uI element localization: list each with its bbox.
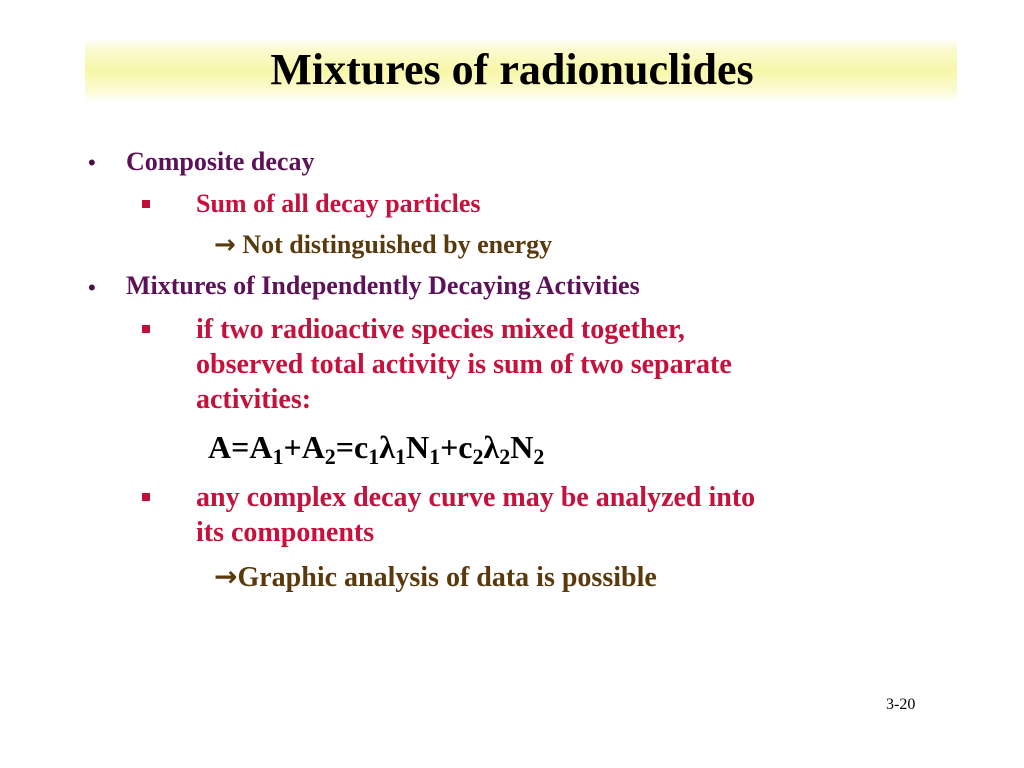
note-text: Graphic analysis of data is possible [237, 562, 657, 593]
formula-part: =c [335, 429, 369, 465]
bullet-dot-icon: • [88, 150, 96, 175]
text-line: activities: [196, 384, 312, 415]
slide-title: Mixtures of radionuclides [270, 45, 754, 94]
formula-subscript: 1 [272, 444, 284, 469]
lambda-symbol: λ [379, 429, 395, 465]
square-bullet-icon [142, 493, 150, 501]
arrow-right-icon: → [214, 230, 236, 260]
bullet-composite-decay: Composite decay [126, 147, 315, 176]
text-line: any complex decay curve may be analyzed into [196, 482, 756, 513]
activity-formula [208, 429, 545, 469]
formula-subscript: 2 [324, 444, 336, 469]
sub-bullet-complex-curve [196, 480, 755, 550]
formula-part: N [510, 429, 534, 465]
bullet-dot-icon: • [88, 275, 96, 300]
formula-subscript: 1 [429, 444, 441, 469]
text-line: if two radioactive species mixed together, [196, 314, 685, 345]
formula-subscript: 2 [499, 444, 511, 469]
sub-bullet-sum-particles: Sum of all decay particles [196, 189, 481, 218]
formula-subscript: 2 [472, 444, 484, 469]
sub-bullet-two-species [196, 312, 732, 417]
text-line: its components [196, 517, 375, 548]
formula-part: +A [283, 429, 325, 465]
lambda-symbol: λ [483, 429, 500, 465]
note-graphic-analysis [214, 560, 657, 594]
formula-part: +c [440, 429, 473, 465]
square-bullet-icon [142, 325, 150, 333]
formula-subscript: 1 [394, 444, 406, 469]
slide-number: 3-20 [886, 696, 916, 713]
formula-part: A=A [208, 429, 273, 465]
arrow-right-icon: → [214, 560, 238, 593]
formula-subscript: 2 [533, 444, 545, 469]
note-text: Not distinguished by energy [242, 230, 553, 259]
note-not-distinguished [214, 230, 552, 260]
text-line: observed total activity is sum of two separate [196, 349, 732, 380]
bullet-mixtures-independent: Mixtures of Independently Decaying Activities [126, 271, 640, 300]
formula-subscript: 1 [368, 444, 380, 469]
formula-part: N [405, 429, 430, 465]
square-bullet-icon [142, 200, 150, 208]
